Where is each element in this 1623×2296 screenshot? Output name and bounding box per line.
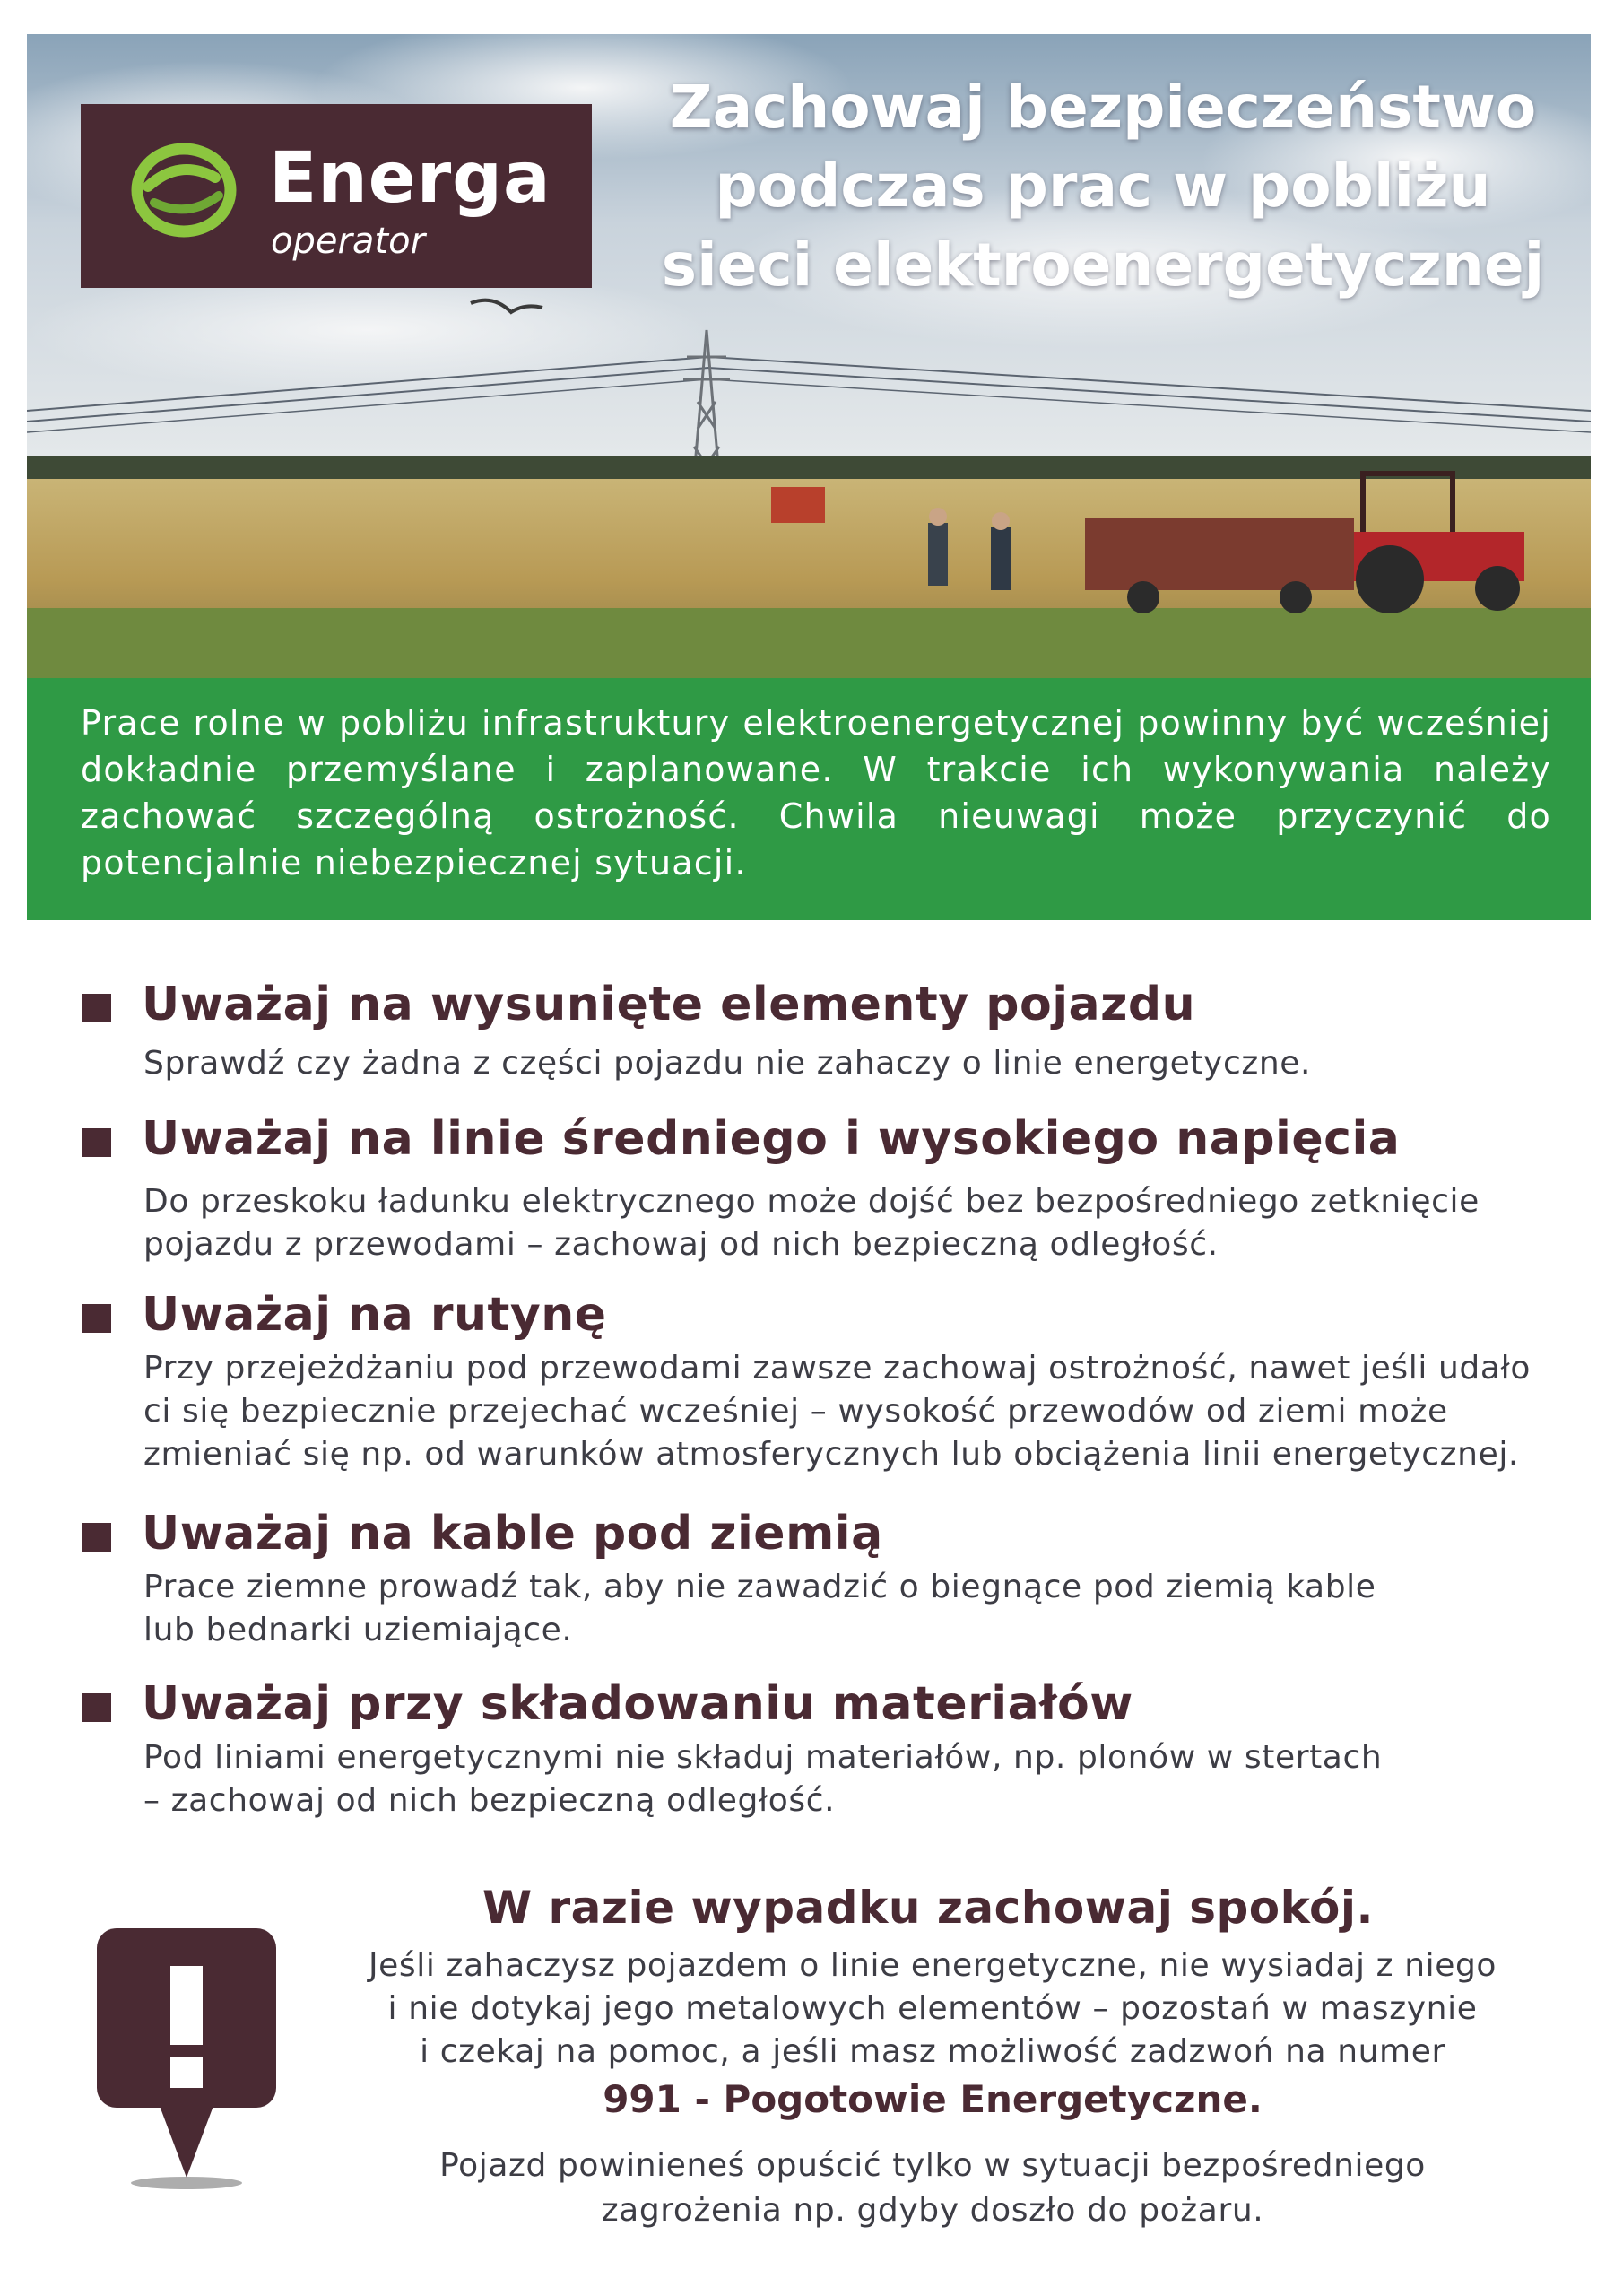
tip-text-line: Prace ziemne prowadź tak, aby nie zawadzić o biegnące pod ziemią kable	[143, 1569, 1376, 1605]
tip-text-line: lub bednarki uziemiające.	[143, 1612, 573, 1648]
tip-text-line: pojazdu z przewodami – zachowaj od nich bezpieczną odległość.	[143, 1226, 1219, 1263]
page-title	[637, 68, 1569, 305]
tip-title: Uważaj na linie średniego i wysokiego napięcia	[142, 1112, 1401, 1166]
tip-text-line: Przy przejeżdżaniu pod przewodami zawsze zachowaj ostrożność, nawet jeśli udało	[143, 1350, 1531, 1387]
tip-title: Uważaj na rutynę	[142, 1288, 607, 1342]
tip-text	[143, 1347, 1569, 1476]
tip-text-line: Sprawdź czy żadna z części pojazdu nie zahaczy o linie energetyczne.	[143, 1045, 1312, 1082]
tip-title: Uważaj na kable pod ziemią	[142, 1507, 883, 1561]
accident-title: W razie wypadku zachowaj spokój.	[482, 1882, 1375, 1934]
tip-text	[143, 1042, 1569, 1085]
title-line: sieci elektroenergetycznej	[661, 230, 1545, 300]
accident-text	[350, 1944, 1515, 2074]
tip-text-line: zmieniać się np. od warunków atmosferycznych lub obciążenia linii energetycznej.	[143, 1436, 1519, 1473]
tip-text-line: Pod liniami energetycznymi nie składuj materiałów, np. plonów w stertach	[143, 1739, 1383, 1776]
intro-banner	[27, 678, 1591, 920]
energa-logo	[81, 104, 592, 288]
accident-note-line: Pojazd powinieneś opuścić tylko w sytuacji bezpośredniego	[439, 2147, 1426, 2184]
accident-text-line: i czekaj na pomoc, a jeśli masz możliwość zadzwoń na numer	[420, 2033, 1445, 2070]
energa-swirl-icon	[126, 131, 242, 248]
tip-text-line: ci się bezpiecznie przejechać wcześniej – wysokość przewodów od ziemi może	[143, 1393, 1448, 1430]
accident-text-line: Jeśli zahaczysz pojazdem o linie energetyczne, nie wysiadaj z niego	[368, 1947, 1497, 1984]
logo-name: Energa	[269, 138, 551, 219]
accident-note	[350, 2144, 1515, 2233]
hero-banner	[27, 34, 1591, 680]
tip-text	[143, 1566, 1569, 1652]
tip-text	[143, 1736, 1569, 1822]
tip-title: Uważaj na wysunięte elementy pojazdu	[142, 978, 1196, 1031]
tip-text	[143, 1180, 1569, 1266]
emergency-phone: 991 - Pogotowie Energetyczne.	[603, 2077, 1263, 2121]
bullet-icon	[82, 1693, 111, 1722]
bullet-icon	[82, 1128, 111, 1157]
exclamation-sign-icon	[97, 1928, 276, 2197]
tip-title: Uważaj przy składowaniu materiałów	[142, 1677, 1133, 1731]
bullet-icon	[82, 1304, 111, 1333]
accident-note-line: zagrożenia np. gdyby doszło do pożaru.	[601, 2192, 1264, 2229]
logo-subtitle: operator	[271, 221, 426, 262]
bullet-icon	[82, 1523, 111, 1552]
tip-text-line: Do przeskoku ładunku elektrycznego może dojść bez bezpośredniego zetknięcie	[143, 1183, 1480, 1220]
bullet-icon	[82, 994, 111, 1022]
tip-text-line: – zachowaj od nich bezpieczną odległość.	[143, 1782, 836, 1819]
title-line: Zachowaj bezpieczeństwo	[669, 73, 1537, 142]
accident-text-line: i nie dotykaj jego metalowych elementów – pozostań w maszynie	[387, 1990, 1478, 2027]
title-line: podczas prac w pobliżu	[715, 152, 1491, 221]
intro-text: Prace rolne w pobliżu infrastruktury elektroenergetycznej powinny być wcześniej dokładnie przemyślane i zaplanowane. W trakcie ich wykonywania należy zachować szczególną ostrożność. Chwila nieuwagi może przyczynić do potencjalnie niebezpiecznej sytuacji.	[81, 703, 1551, 883]
